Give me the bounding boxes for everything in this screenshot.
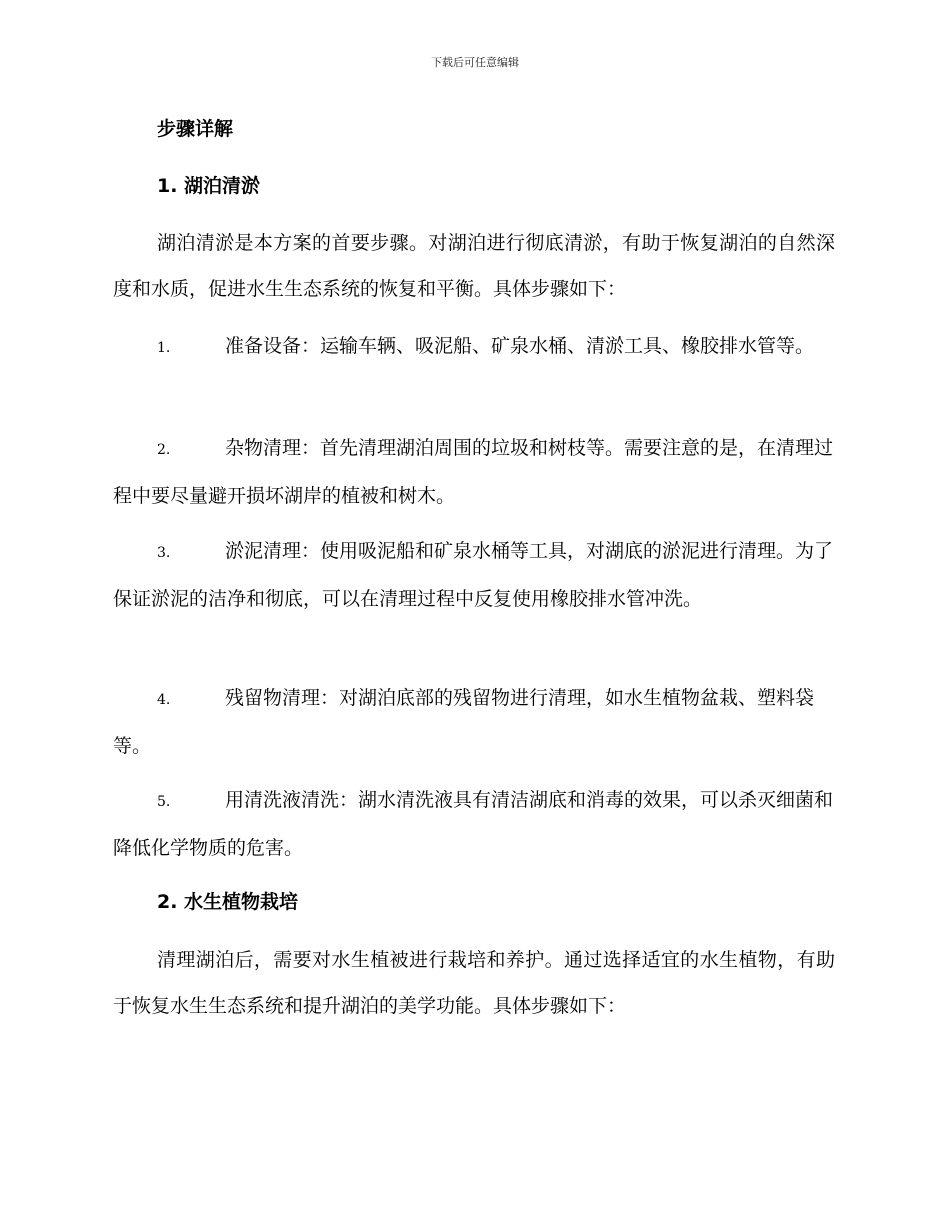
list-item-text: 残留物清理：对湖泊底部的残留物进行清理，如水生植物盆栽、塑料袋等。 bbox=[113, 687, 815, 757]
list-item-3 bbox=[113, 528, 835, 622]
list-item-2 bbox=[113, 425, 835, 519]
list-item-4 bbox=[113, 675, 835, 769]
list-item-5 bbox=[113, 777, 835, 871]
section-1-heading: 1. 湖泊清淤 bbox=[157, 175, 261, 197]
document-title: 步骤详解 bbox=[157, 118, 234, 140]
section-2-intro: 清理湖泊后，需要对水生植被进行栽培和养护。通过选择适宜的水生植物，有助于恢复水生生态系统和提升湖泊的美学功能。具体步骤如下： bbox=[113, 949, 835, 1017]
section-2-heading: 2. 水生植物栽培 bbox=[157, 891, 299, 913]
list-item-text: 淤泥清理：使用吸泥船和矿泉水桶等工具，对湖底的淤泥进行清理。为了保证淤泥的洁净和彻底，可以在清理过程中反复使用橡胶排水管冲洗。 bbox=[113, 540, 834, 610]
list-item-number: 1. bbox=[157, 340, 171, 356]
list-item-1 bbox=[113, 323, 835, 371]
list-item-text: 用清洗液清洗：湖水清洗液具有清洁湖底和消毒的效果，可以杀灭细菌和降低化学物质的危害。 bbox=[113, 789, 834, 859]
list-item-number: 5. bbox=[157, 794, 171, 810]
list-item-text: 准备设备：运输车辆、吸泥船、矿泉水桶、清淤工具、橡胶排水管等。 bbox=[225, 335, 815, 357]
list-item-number: 2. bbox=[157, 442, 171, 458]
list-item-number: 4. bbox=[157, 692, 171, 708]
section-1-intro: 湖泊清淤是本方案的首要步骤。对湖泊进行彻底清淤，有助于恢复湖泊的自然深度和水质，促进水生生态系统的恢复和平衡。具体步骤如下： bbox=[113, 232, 835, 300]
list-item-number: 3. bbox=[157, 545, 171, 561]
list-item-text: 杂物清理：首先清理湖泊周围的垃圾和树枝等。需要注意的是，在清理过程中要尽量避开损坏湖岸的植被和树木。 bbox=[113, 437, 834, 507]
page-header-note: 下载后可任意编辑 bbox=[431, 56, 519, 69]
